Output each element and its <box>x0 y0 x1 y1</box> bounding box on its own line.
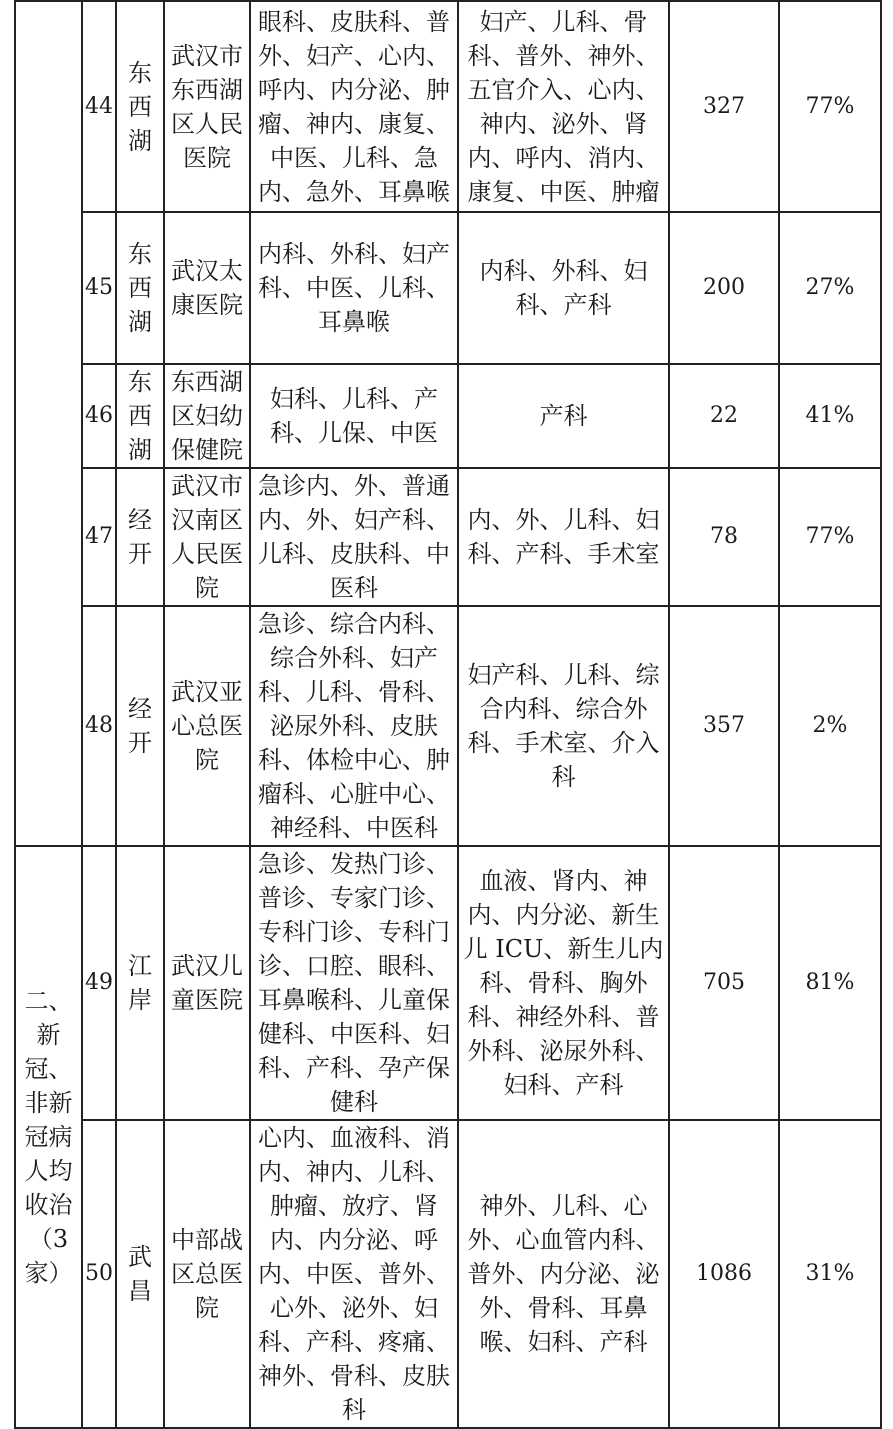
district-cell: 东西湖 <box>116 1 164 212</box>
category-cell-continued <box>15 1 82 846</box>
hospital-table <box>14 0 882 1429</box>
open-departments-cell: 内科、外科、妇产科、中医、儿科、耳鼻喉 <box>250 212 458 364</box>
count-cell: 200 <box>669 212 779 364</box>
open-departments-cell: 急诊、综合内科、综合外科、妇产科、儿科、骨科、泌尿外科、皮肤科、体检中心、肿瘤科、心脏中心、神经科、中医科 <box>250 606 458 846</box>
hospital-name-cell: 武汉儿童医院 <box>164 846 250 1120</box>
open-departments-cell: 急诊内、外、普通内、外、妇产科、儿科、皮肤科、中医科 <box>250 468 458 606</box>
count-cell: 22 <box>669 364 779 468</box>
count-cell: 705 <box>669 846 779 1120</box>
open-departments-cell: 心内、血液科、消内、神内、儿科、肿瘤、放疗、肾内、内分泌、呼内、中医、普外、心外、泌外、妇科、产科、疼痛、神外、骨科、皮肤科 <box>250 1120 458 1428</box>
inpatient-departments-cell: 内、外、儿科、妇科、产科、手术室 <box>458 468 669 606</box>
inpatient-departments-cell: 产科 <box>458 364 669 468</box>
district-cell: 武昌 <box>116 1120 164 1428</box>
rate-cell: 41% <box>779 364 881 468</box>
hospital-name-cell: 中部战区总医院 <box>164 1120 250 1428</box>
count-cell: 357 <box>669 606 779 846</box>
row-number: 50 <box>82 1120 116 1428</box>
rate-cell: 81% <box>779 846 881 1120</box>
hospital-name-cell: 东西湖区妇幼保健院 <box>164 364 250 468</box>
table-row <box>15 468 881 606</box>
row-number: 44 <box>82 1 116 212</box>
table-row <box>15 364 881 468</box>
district-cell: 经开 <box>116 468 164 606</box>
inpatient-departments-cell: 妇产科、儿科、综合内科、综合外科、手术室、介入科 <box>458 606 669 846</box>
table-row <box>15 1120 881 1428</box>
hospital-name-cell: 武汉亚心总医院 <box>164 606 250 846</box>
row-number: 48 <box>82 606 116 846</box>
inpatient-departments-cell: 内科、外科、妇科、产科 <box>458 212 669 364</box>
row-number: 45 <box>82 212 116 364</box>
count-cell: 78 <box>669 468 779 606</box>
district-cell: 经开 <box>116 606 164 846</box>
rate-cell: 2% <box>779 606 881 846</box>
row-number: 46 <box>82 364 116 468</box>
row-number: 47 <box>82 468 116 606</box>
open-departments-cell: 妇科、儿科、产科、儿保、中医 <box>250 364 458 468</box>
hospital-name-cell: 武汉太康医院 <box>164 212 250 364</box>
inpatient-departments-cell: 血液、肾内、神内、内分泌、新生儿 ICU、新生儿内科、骨科、胸外科、神经外科、普外科、泌尿外科、妇科、产科 <box>458 846 669 1120</box>
district-cell: 东西湖 <box>116 212 164 364</box>
count-cell: 1086 <box>669 1120 779 1428</box>
rate-cell: 77% <box>779 1 881 212</box>
rate-cell: 31% <box>779 1120 881 1428</box>
table-row <box>15 846 881 1120</box>
category-cell: 二、新冠、非新冠病人均收治（3家） <box>15 846 82 1428</box>
count-cell: 327 <box>669 1 779 212</box>
district-cell: 江岸 <box>116 846 164 1120</box>
hospital-name-cell: 武汉市汉南区人民医院 <box>164 468 250 606</box>
hospital-name-cell: 武汉市东西湖区人民医院 <box>164 1 250 212</box>
rate-cell: 77% <box>779 468 881 606</box>
table-row <box>15 212 881 364</box>
open-departments-cell: 眼科、皮肤科、普外、妇产、心内、呼内、内分泌、肿瘤、神内、康复、中医、儿科、急内、急外、耳鼻喉 <box>250 1 458 212</box>
rate-cell: 27% <box>779 212 881 364</box>
open-departments-cell: 急诊、发热门诊、普诊、专家门诊、专科门诊、专科门诊、口腔、眼科、耳鼻喉科、儿童保健科、中医科、妇科、产科、孕产保健科 <box>250 846 458 1120</box>
district-cell: 东西湖 <box>116 364 164 468</box>
table-row <box>15 606 881 846</box>
row-number: 49 <box>82 846 116 1120</box>
inpatient-departments-cell: 神外、儿科、心外、心血管内科、普外、内分泌、泌外、骨科、耳鼻喉、妇科、产科 <box>458 1120 669 1428</box>
inpatient-departments-cell: 妇产、儿科、骨科、普外、神外、五官介入、心内、神内、泌外、肾内、呼内、消内、康复、中医、肿瘤 <box>458 1 669 212</box>
table-row <box>15 1 881 212</box>
